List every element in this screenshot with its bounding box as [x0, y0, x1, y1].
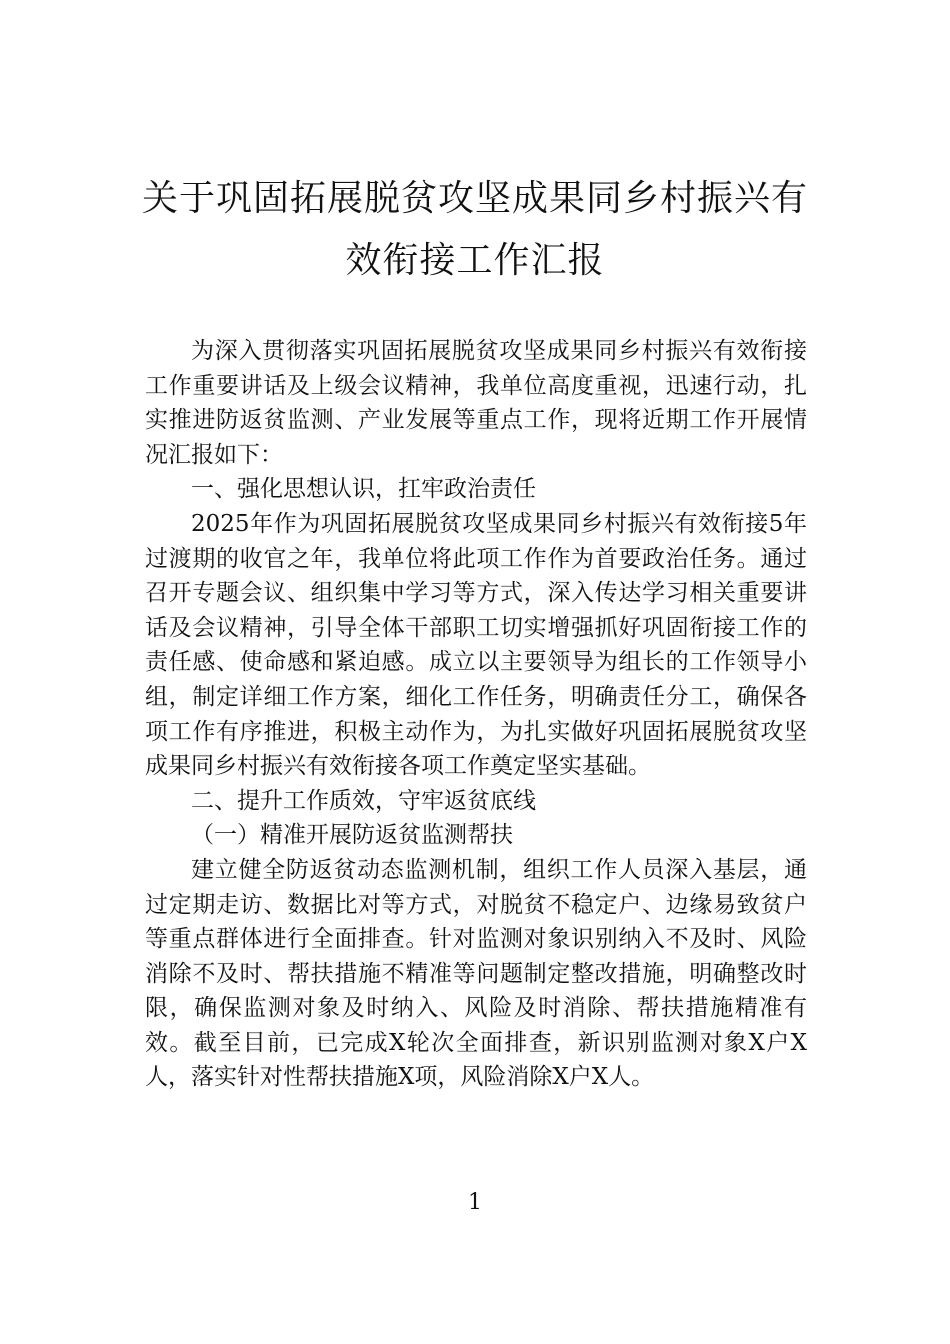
subsection-1-paragraph: 建立健全防返贫动态监测机制，组织工作人员深入基层，通过定期走访、数据比对等方式，对脱贫不稳定户、边缘易致贫户等重点群体进行全面排查。针对监测对象识别纳入不及时、风险消除不及时、帮扶措施不精准等问题制定整改措施，明确整改时限，确保监测对象及时纳入、风险及时消除、帮扶措施精准有效。截至目前，已完成X轮次全面排查，新识别监测对象X户X人，落实针对性帮扶措施X项，风险消除X户X人。	[145, 856, 807, 1091]
section-1-paragraph: 2025年作为巩固拓展脱贫攻坚成果同乡村振兴有效衔接5年过渡期的收官之年，我单位将此项工作作为首要政治任务。通过召开专题会议、组织集中学习等方式，深入传达学习相关重要讲话及会议精神，引导全体干部职工切实增强抓好巩固衔接工作的责任感、使命感和紧迫感。成立以主要领导为组长的工作领导小组，制定详细工作方案，细化工作任务，明确责任分工，确保各项工作有序推进，积极主动作为，为扎实做好巩固拓展脱贫攻坚成果同乡村振兴有效衔接各项工作奠定坚实基础。	[145, 510, 807, 780]
title-line-2: 效衔接工作汇报	[345, 240, 605, 281]
section-heading-2: 二、提升工作质效，守牢返贫底线	[191, 787, 536, 814]
document-body	[145, 334, 807, 1095]
page-number: 1	[468, 1190, 482, 1215]
intro-paragraph: 为深入贯彻落实巩固拓展脱贫攻坚成果同乡村振兴有效衔接工作重要讲话及上级会议精神，我单位高度重视，迅速行动，扎实推进防返贫监测、产业发展等重点工作，现将近期工作开展情况汇报如下：	[145, 338, 807, 468]
section-heading-1: 一、强化思想认识，扛牢政治责任	[191, 476, 536, 503]
title-line-1: 关于巩固拓展脱贫攻坚成果同乡村振兴有	[141, 178, 808, 219]
document-title	[130, 168, 820, 292]
subsection-heading-1: （一）精准开展防返贫监测帮扶	[191, 822, 513, 849]
